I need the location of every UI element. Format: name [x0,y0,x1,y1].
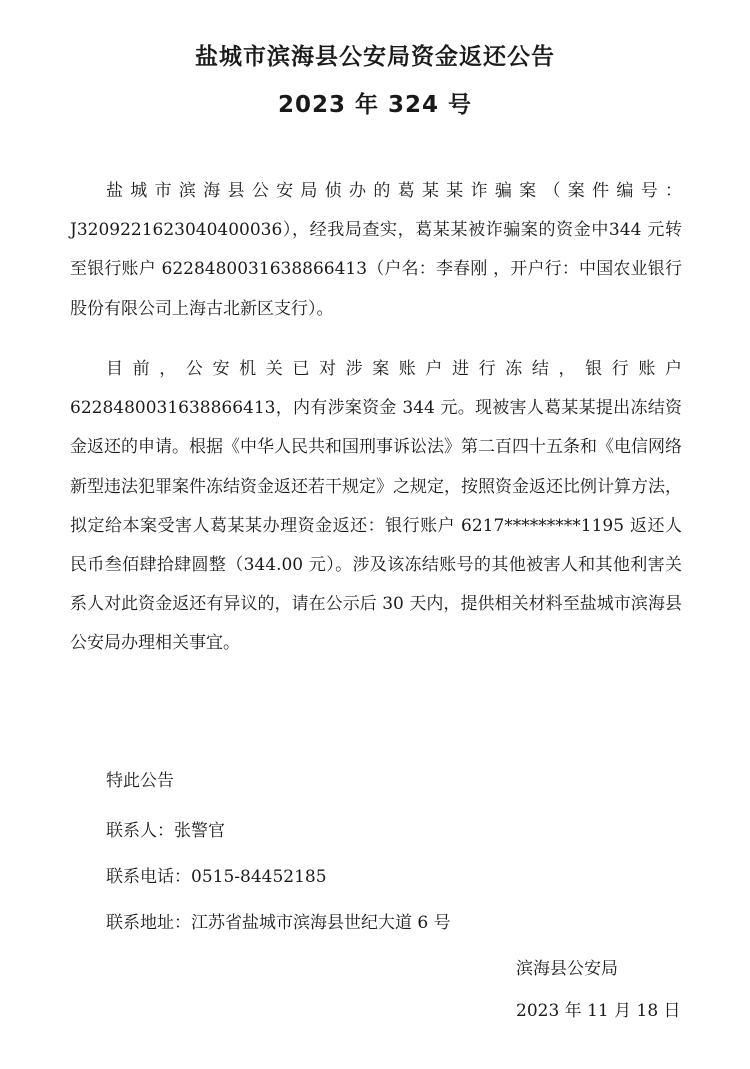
paragraph-text: 目前，公安机关已对涉案账户进行冻结，银行账户6228480031638866413，内有涉案资金 344 元。现被害人葛某某提出冻结资金返还的申请。根据《中华人民共和国刑事诉讼法》第二百四十五条和《电信网络新型违法犯罪案件冻结资金返还若干规定》之规定，按照资金返还比例计算方法，拟定给本案受害人葛某某办理资金返还：银行账户 6217*********1195 返还人民币叁佰肆拾肆圆整（344.00 元）。涉及该冻结账号的其他被害人和其他利害关系人对此资金返还有异议的，请在公示后 30 天内，提供相关材料至盐城市滨海县公安局办理相关事宜。 [70,359,682,654]
contact-phone: 联系电话：0515-84452185 [106,867,327,887]
issue-date: 2023 年 11 月 18 日 [516,1001,681,1021]
paragraph-text: 盐城市滨海县公安局侦办的葛某某诈骗案（案件编号：J3209221623040400036），经我局查实，葛某某被诈骗案的资金中344 元转至银行账户 6228480031638866413（户名：李春刚 ，开户行：中国农业银行股份有限公司上海古北新区支行）。 [70,181,682,319]
paragraph-refund-details [70,350,682,664]
contact-person: 联系人：张警官 [106,821,225,841]
contact-address: 联系地址：江苏省盐城市滨海县世纪大道 6 号 [106,913,451,933]
notice-number: 2023 年 324 号 [277,92,473,118]
notice-title: 盐城市滨海县公安局资金返还公告 [195,44,555,70]
issuer-signature: 滨海县公安局 [516,959,618,979]
paragraph-case-details [70,172,682,329]
closing-statement: 特此公告 [106,771,174,791]
